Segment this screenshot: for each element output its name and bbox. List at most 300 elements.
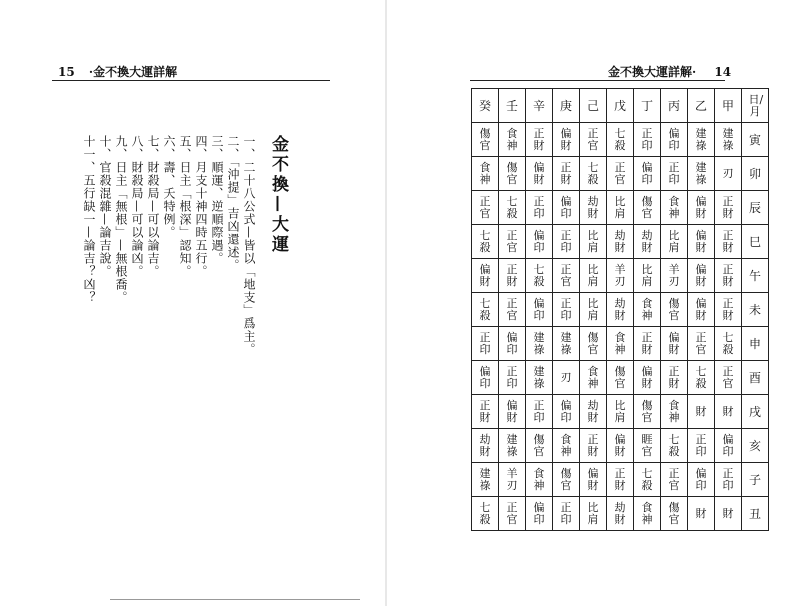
branch-cell-text: 卯 [748, 166, 761, 181]
table-cell [634, 293, 661, 327]
table-cell [580, 293, 607, 327]
table-cell-text: 七殺 [614, 126, 626, 152]
table-cell-text: 正財 [722, 296, 734, 322]
branch-cell [742, 293, 769, 327]
stem-header-cell-text: 庚 [559, 98, 572, 113]
stem-header-cell [580, 89, 607, 123]
table-cell [634, 157, 661, 191]
table-cell-text: 食神 [533, 466, 545, 492]
table-row [472, 395, 769, 429]
table-cell [688, 463, 715, 497]
table-cell-text: 比肩 [641, 262, 653, 288]
stem-header-cell [499, 89, 526, 123]
table-cell-text: 七殺 [641, 466, 653, 492]
branch-cell-text: 亥 [748, 438, 761, 453]
table-cell [580, 463, 607, 497]
table-cell-text: 食神 [668, 194, 680, 220]
table-cell [526, 497, 553, 531]
table-cell-text: 傷官 [587, 330, 599, 356]
table-cell-text: 偏財 [695, 262, 707, 288]
table-cell-text: 劫財 [614, 500, 626, 526]
stem-header-cell [607, 89, 634, 123]
table-cell-text: 建祿 [533, 364, 545, 390]
table-cell [607, 259, 634, 293]
table-cell [607, 191, 634, 225]
corner-cell [742, 89, 769, 123]
table-cell [499, 327, 526, 361]
table-cell [661, 497, 688, 531]
table-row [472, 123, 769, 157]
table-cell-text: 正印 [668, 160, 680, 186]
table-cell-text: 正財 [614, 466, 626, 492]
table-cell [634, 259, 661, 293]
table-cell [553, 225, 580, 259]
branch-cell [742, 497, 769, 531]
table-cell [661, 259, 688, 293]
branch-cell-text: 申 [748, 336, 761, 351]
table-cell [715, 293, 742, 327]
table-cell-text: 偏財 [560, 126, 572, 152]
table-cell-text: 正財 [722, 262, 734, 288]
table-cell [499, 463, 526, 497]
table-cell-text: 傷官 [668, 296, 680, 322]
table-cell [661, 225, 688, 259]
table-cell [715, 123, 742, 157]
outline-item: 六、壽、夭特例。 [162, 135, 176, 239]
outline-item: 一、二十八公式—皆以「地支」爲主。 [242, 135, 256, 356]
table-cell-text: 正印 [560, 296, 572, 322]
table-cell [634, 497, 661, 531]
table-cell [580, 327, 607, 361]
table-cell [499, 293, 526, 327]
table-cell [715, 463, 742, 497]
stem-header-cell [553, 89, 580, 123]
table-cell-text: 傷官 [560, 466, 572, 492]
stem-header-cell-text: 乙 [694, 98, 707, 113]
table-row [472, 225, 769, 259]
table-cell [715, 429, 742, 463]
table-cell [580, 191, 607, 225]
table-cell-text: 正財 [668, 364, 680, 390]
table-cell-text: 比肩 [587, 296, 599, 322]
outline-item: 十、官殺混雜—論吉說。 [98, 135, 112, 278]
table-cell [553, 395, 580, 429]
table-cell [472, 293, 499, 327]
table-cell-text: 建祿 [533, 330, 545, 356]
table-cell-text: 正印 [506, 364, 518, 390]
table-cell-text: 七殺 [587, 160, 599, 186]
stem-header-cell [526, 89, 553, 123]
left-header-rule [52, 80, 330, 81]
table-cell [580, 259, 607, 293]
table-cell-text: 正印 [641, 126, 653, 152]
table-cell-text: 刃 [560, 370, 572, 384]
table-cell [526, 225, 553, 259]
table-cell-text: 偏印 [479, 364, 491, 390]
table-cell-text: 七殺 [533, 262, 545, 288]
table-cell-text: 偏印 [506, 330, 518, 356]
table-cell [472, 259, 499, 293]
table-cell-text: 傷官 [506, 160, 518, 186]
table-cell-text: 食神 [614, 330, 626, 356]
stem-header-cell-text: 甲 [721, 98, 734, 113]
table-row [472, 429, 769, 463]
table-cell-text: 建祿 [695, 160, 707, 186]
table-cell [661, 191, 688, 225]
table-cell-text: 正官 [722, 364, 734, 390]
branch-cell-text: 未 [748, 302, 761, 317]
table-cell-text: 劫財 [614, 228, 626, 254]
table-cell-text: 正官 [668, 466, 680, 492]
table-cell-text: 偏印 [533, 228, 545, 254]
right-page-header [608, 63, 731, 80]
outline-item: 三、順運、逆順際遇。 [210, 135, 224, 265]
table-cell [715, 157, 742, 191]
table-cell-text: 比肩 [614, 398, 626, 424]
outline-list [81, 135, 256, 356]
table-cell [472, 191, 499, 225]
table-cell [634, 395, 661, 429]
table-cell [526, 259, 553, 293]
table-cell [688, 123, 715, 157]
table-cell-text: 七殺 [695, 364, 707, 390]
table-cell [499, 157, 526, 191]
table-cell [607, 327, 634, 361]
branch-cell-text: 寅 [748, 132, 761, 147]
table-cell-text: 傷官 [479, 126, 491, 152]
table-cell [715, 361, 742, 395]
table-cell-text: 正印 [560, 228, 572, 254]
table-cell [580, 225, 607, 259]
table-cell [499, 225, 526, 259]
table-cell [499, 429, 526, 463]
table-cell-text: 正官 [479, 194, 491, 220]
table-cell [580, 497, 607, 531]
table-cell-text: 羊刃 [506, 466, 518, 492]
table-cell-text: 比肩 [668, 228, 680, 254]
table-cell-text: 傷官 [533, 432, 545, 458]
table-cell-text: 正印 [479, 330, 491, 356]
left-page-number: 15 [58, 65, 75, 79]
right-header-rule [470, 80, 725, 81]
table-cell-text: 羊刃 [668, 262, 680, 288]
table-cell-text: 建祿 [695, 126, 707, 152]
table-cell-text: 七殺 [479, 228, 491, 254]
branch-cell [742, 463, 769, 497]
table-row [472, 463, 769, 497]
table-cell-text: 睚官 [641, 432, 653, 458]
table-cell-text: 建祿 [722, 126, 734, 152]
table-cell-text: 正財 [641, 330, 653, 356]
table-cell-text: 七殺 [668, 432, 680, 458]
table-cell-text: 食神 [479, 160, 491, 186]
table-cell-text: 正財 [722, 228, 734, 254]
table-cell [472, 463, 499, 497]
right-running-title: 金不換大運詳解· [608, 65, 697, 79]
branch-cell [742, 259, 769, 293]
table-cell [553, 123, 580, 157]
table-cell-text: 正印 [533, 398, 545, 424]
table-cell-text: 正財 [560, 160, 572, 186]
left-page-body [80, 135, 288, 356]
page-gutter [385, 0, 387, 606]
table-cell-text: 偏印 [560, 194, 572, 220]
stem-header-cell-text: 辛 [532, 98, 545, 113]
table-cell [472, 225, 499, 259]
table-cell [715, 395, 742, 429]
table-cell-text: 偏印 [560, 398, 572, 424]
table-cell-text: 七殺 [506, 194, 518, 220]
outline-item: 五、日主「根深」認知。 [178, 135, 192, 278]
table-cell [661, 293, 688, 327]
table-cell-text: 正官 [695, 330, 707, 356]
table-cell-text: 食神 [641, 296, 653, 322]
table-cell-text: 食神 [668, 398, 680, 424]
table-cell [472, 395, 499, 429]
table-cell [472, 123, 499, 157]
table-cell-text: 比肩 [587, 262, 599, 288]
table-cell [607, 497, 634, 531]
table-cell [688, 225, 715, 259]
table-cell-text: 偏財 [506, 398, 518, 424]
table-cell [688, 395, 715, 429]
table-cell [688, 497, 715, 531]
table-cell [661, 395, 688, 429]
table-cell [472, 497, 499, 531]
table-cell [688, 157, 715, 191]
branch-cell [742, 123, 769, 157]
table-cell [688, 429, 715, 463]
table-cell-text: 偏印 [695, 466, 707, 492]
table-cell [553, 327, 580, 361]
table-cell [688, 327, 715, 361]
stem-header-cell [661, 89, 688, 123]
table-cell-text: 正官 [587, 126, 599, 152]
table-cell-text: 偏財 [587, 466, 599, 492]
table-cell [526, 429, 553, 463]
table-cell [634, 123, 661, 157]
table-cell-text: 偏印 [641, 160, 653, 186]
stem-header-cell-text: 戊 [613, 98, 626, 113]
table-cell-text: 正官 [560, 262, 572, 288]
table-row [472, 293, 769, 327]
table-cell-text: 比肩 [587, 500, 599, 526]
table-cell [688, 293, 715, 327]
table-cell-text: 傷官 [668, 500, 680, 526]
table-cell-text: 建祿 [560, 330, 572, 356]
table-cell-text: 正官 [506, 296, 518, 322]
table-cell-text: 傷官 [614, 364, 626, 390]
outline-item: 二、「沖提」吉凶還述。 [226, 135, 240, 272]
table-cell [526, 361, 553, 395]
table-cell-text: 正財 [479, 398, 491, 424]
table-cell-text: 七殺 [479, 500, 491, 526]
table-row [472, 259, 769, 293]
table-cell-text: 正官 [614, 160, 626, 186]
table-cell-text: 劫財 [587, 194, 599, 220]
table-cell-text: 建祿 [479, 466, 491, 492]
table-cell-text: 比肩 [587, 228, 599, 254]
outline-item: 九、日主「無根」—無根喬。 [114, 135, 128, 304]
outline-item: 四、月支十神四時五行。 [194, 135, 208, 278]
branch-cell-text: 午 [748, 268, 761, 283]
table-cell-text: 正印 [722, 466, 734, 492]
table-cell-text: 偏財 [533, 160, 545, 186]
table-cell [553, 191, 580, 225]
table-cell [715, 225, 742, 259]
branch-cell-text: 辰 [748, 200, 761, 215]
outline-item: 八、財殺局—可以論凶。 [130, 135, 144, 278]
table-cell [607, 395, 634, 429]
outline-item: 十一、五行缺一—論吉？凶？ [82, 135, 96, 304]
table-cell [634, 361, 661, 395]
table-cell [526, 293, 553, 327]
table-cell-text: 正財 [506, 262, 518, 288]
corner-cell-text: 日/月 [748, 92, 764, 118]
stem-header-cell-text: 丁 [640, 98, 653, 113]
stem-header-cell-text: 癸 [478, 98, 491, 113]
table-cell [499, 497, 526, 531]
table-cell-text: 食神 [641, 500, 653, 526]
table-cell-text: 偏財 [695, 194, 707, 220]
table-row [472, 157, 769, 191]
table-cell-text: 羊刃 [614, 262, 626, 288]
left-page-header [58, 63, 177, 80]
stem-header-cell-text: 己 [586, 98, 599, 113]
table-cell-text: 食神 [560, 432, 572, 458]
branch-cell [742, 361, 769, 395]
table-cell [580, 429, 607, 463]
table-cell [499, 395, 526, 429]
table-cell [472, 429, 499, 463]
stem-header-cell [688, 89, 715, 123]
table-cell [607, 361, 634, 395]
table-cell [553, 293, 580, 327]
table-cell-text: 傷官 [641, 194, 653, 220]
table-cell-text: 正官 [506, 228, 518, 254]
table-cell [688, 259, 715, 293]
table-cell-text: 財 [722, 506, 734, 520]
table-cell [580, 395, 607, 429]
table-row [472, 497, 769, 531]
right-page-number: 14 [714, 65, 732, 79]
table-cell-text: 財 [722, 404, 734, 418]
table-cell-text: 劫財 [641, 228, 653, 254]
table-cell [526, 123, 553, 157]
section-title: 金不換—大運 [268, 135, 288, 255]
table-cell [553, 157, 580, 191]
table-cell-text: 偏財 [479, 262, 491, 288]
table-cell-text: 傷官 [641, 398, 653, 424]
stem-header-cell [715, 89, 742, 123]
branch-cell [742, 429, 769, 463]
table-cell [499, 361, 526, 395]
left-running-title: ·金不換大運詳解 [88, 65, 178, 79]
table-cell [526, 463, 553, 497]
table-cell-text: 建祿 [506, 432, 518, 458]
table-cell-text: 食神 [506, 126, 518, 152]
table-cell-text: 劫財 [479, 432, 491, 458]
table-cell [634, 191, 661, 225]
table-cell-text: 七殺 [722, 330, 734, 356]
table-header-row [472, 89, 769, 123]
table-cell [688, 191, 715, 225]
table-cell [553, 429, 580, 463]
table-cell [526, 327, 553, 361]
branch-cell [742, 191, 769, 225]
table-cell [553, 361, 580, 395]
table-cell-text: 財 [695, 506, 707, 520]
table-cell [661, 327, 688, 361]
table-row [472, 191, 769, 225]
table-cell-text: 正財 [587, 432, 599, 458]
table-cell [580, 157, 607, 191]
table-cell-text: 偏印 [533, 500, 545, 526]
table-cell [607, 225, 634, 259]
table-cell [526, 191, 553, 225]
table-cell [472, 327, 499, 361]
stem-header-cell [634, 89, 661, 123]
table-cell [607, 463, 634, 497]
table-cell [715, 327, 742, 361]
table-cell-text: 比肩 [614, 194, 626, 220]
table-cell [526, 395, 553, 429]
table-cell [634, 225, 661, 259]
table-cell [715, 191, 742, 225]
table-cell [499, 259, 526, 293]
table-cell-text: 正印 [560, 500, 572, 526]
table-cell [607, 123, 634, 157]
table-cell [499, 191, 526, 225]
table-cell [472, 361, 499, 395]
table-cell-text: 偏財 [641, 364, 653, 390]
branch-cell-text: 子 [748, 472, 761, 487]
branch-cell [742, 395, 769, 429]
table-cell [553, 463, 580, 497]
table-cell-text: 偏印 [668, 126, 680, 152]
table-cell [499, 123, 526, 157]
stem-header-cell-text: 壬 [505, 98, 518, 113]
table-cell [580, 123, 607, 157]
table-cell [661, 123, 688, 157]
outline-item: 七、財殺局—可以論吉。 [146, 135, 160, 278]
table-cell [661, 429, 688, 463]
table-cell-text: 食神 [587, 364, 599, 390]
branch-cell [742, 327, 769, 361]
table-cell [472, 157, 499, 191]
table-cell-text: 刃 [722, 166, 734, 180]
branch-cell-text: 酉 [748, 370, 761, 385]
table-cell [526, 157, 553, 191]
table-cell [634, 429, 661, 463]
table-cell [634, 463, 661, 497]
table-cell-text: 偏財 [695, 296, 707, 322]
branch-cell-text: 巳 [748, 234, 761, 249]
table-cell [688, 361, 715, 395]
table-row [472, 361, 769, 395]
table-cell-text: 偏印 [722, 432, 734, 458]
table-cell [580, 361, 607, 395]
table-cell-text: 偏財 [668, 330, 680, 356]
table-cell-text: 偏印 [533, 296, 545, 322]
stem-header-cell [472, 89, 499, 123]
table-cell-text: 正財 [533, 126, 545, 152]
table-cell [715, 497, 742, 531]
table-cell-text: 偏財 [614, 432, 626, 458]
table-cell-text: 正官 [506, 500, 518, 526]
table-cell [634, 327, 661, 361]
table-cell [661, 463, 688, 497]
